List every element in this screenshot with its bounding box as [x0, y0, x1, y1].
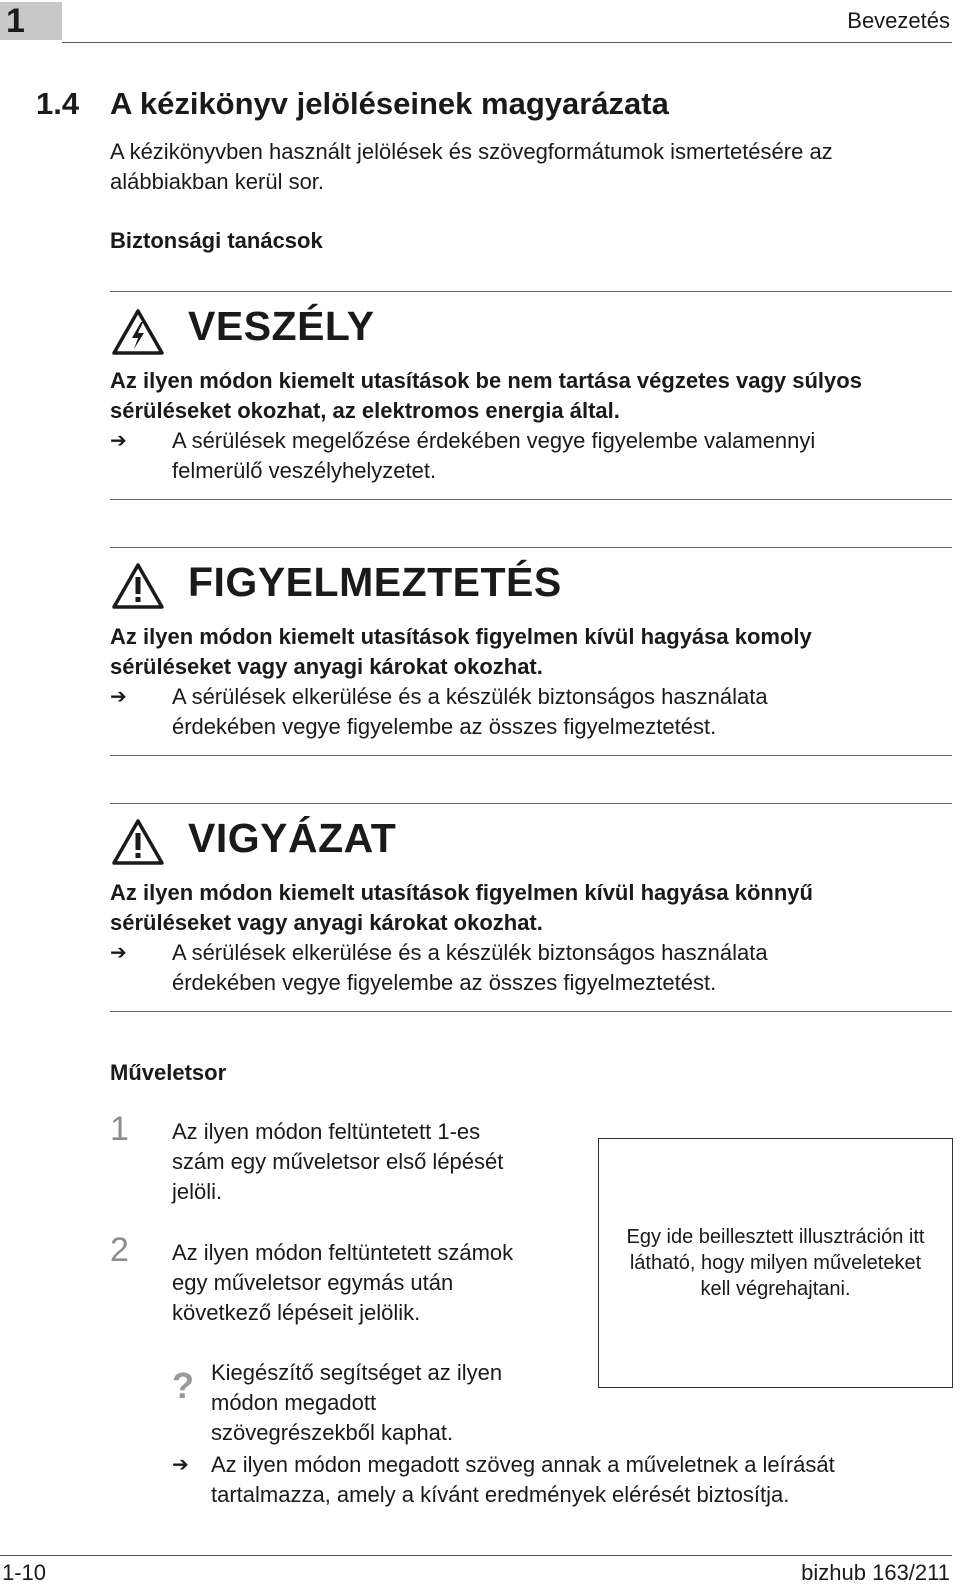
- step-line: egy műveletsor egymás után: [172, 1270, 454, 1295]
- caution-arrow-icon: ➔: [110, 942, 127, 964]
- step-line: Az ilyen módon feltüntetett 1-es: [172, 1119, 481, 1144]
- caution-note-line: érdekében vegye figyelembe az összes figyelmeztetést.: [172, 970, 717, 995]
- product-name: bizhub 163/211: [801, 1560, 950, 1585]
- step-line: következő lépéseit jelölik.: [172, 1300, 421, 1325]
- final-line: Az ilyen módon megadott szöveg annak a műveletnek a leírását: [211, 1452, 835, 1477]
- warning-bottom-rule: [110, 755, 952, 756]
- warning-line: Az ilyen módon kiemelt utasítások figyelmen kívül hagyása komoly: [110, 624, 812, 649]
- danger-line: Az ilyen módon kiemelt utasítások be nem tartása végzetes vagy súlyos: [110, 368, 862, 393]
- intro-line: alábbiakban kerül sor.: [110, 169, 325, 194]
- step-line: szám egy műveletsor első lépését: [172, 1149, 504, 1174]
- step-2-text: [172, 1238, 572, 1328]
- header-rule: [62, 42, 952, 43]
- warning-line: sérüléseket vagy anyagi károkat okozhat.: [110, 654, 543, 679]
- step-line: Az ilyen módon feltüntetett számok: [172, 1240, 514, 1265]
- exclamation-triangle-icon: [112, 818, 164, 866]
- intro-line: A kézikönyvben használt jelölések és szövegformátumok ismertetésére az: [110, 139, 833, 164]
- warning-note-line: A sérülések elkerülése és a készülék biztonságos használata: [172, 684, 768, 709]
- safety-heading: Biztonsági tanácsok: [110, 228, 323, 253]
- warning-arrow-icon: ➔: [110, 686, 127, 708]
- step-number: 2: [110, 1231, 129, 1269]
- illustration-placeholder: [598, 1138, 953, 1388]
- danger-line: sérüléseket okozhat, az elektromos energia által.: [110, 398, 620, 423]
- danger-bottom-rule: [110, 499, 952, 500]
- caution-bottom-rule: [110, 1011, 952, 1012]
- final-line: tartalmazza, amely a kívánt eredmények elérését biztosítja.: [211, 1482, 790, 1507]
- danger-description: [110, 366, 952, 426]
- electric-hazard-triangle-icon: [112, 308, 164, 356]
- danger-arrow-icon: ➔: [110, 430, 127, 452]
- question-mark-icon: ?: [172, 1365, 194, 1406]
- step-number: 1: [110, 1110, 129, 1148]
- warning-description: [110, 622, 952, 682]
- illustration-caption: Egy ide beillesztett illusztráción itt látható, hogy milyen műveleteket kell végrehajtani.: [626, 1226, 925, 1300]
- step-line: jelöli.: [172, 1179, 223, 1204]
- danger-title: VESZÉLY: [188, 303, 375, 349]
- hint-line: szövegrészekből kaphat.: [211, 1420, 454, 1445]
- step-1-text: [172, 1117, 572, 1207]
- caution-note: [172, 938, 932, 998]
- caution-title: VIGYÁZAT: [188, 815, 397, 861]
- final-arrow-icon: ➔: [172, 1454, 189, 1476]
- hint-text: [211, 1358, 571, 1448]
- danger-note-line: A sérülések megelőzése érdekében vegye figyelembe valamennyi: [172, 428, 816, 453]
- final-note: [211, 1450, 951, 1510]
- danger-top-rule: [110, 291, 952, 292]
- footer-rule: [0, 1555, 952, 1556]
- hint-line: Kiegészítő segítséget az ilyen: [211, 1360, 503, 1385]
- chapter-title: Bevezetés: [847, 8, 950, 33]
- procedure-heading: Műveletsor: [110, 1060, 227, 1085]
- section-number: 1.4: [36, 86, 80, 121]
- caution-line: Az ilyen módon kiemelt utasítások figyelmen kívül hagyása könnyű: [110, 880, 813, 905]
- warning-top-rule: [110, 547, 952, 548]
- caution-description: [110, 878, 952, 938]
- hint-line: módon megadott: [211, 1390, 377, 1415]
- warning-title: FIGYELMEZTETÉS: [188, 559, 562, 605]
- warning-note: [172, 682, 932, 742]
- chapter-number-box: 1: [0, 2, 62, 40]
- section-intro: [110, 137, 940, 197]
- danger-note: [172, 426, 932, 486]
- caution-line: sérüléseket vagy anyagi károkat okozhat.: [110, 910, 543, 935]
- warning-note-line: érdekében vegye figyelembe az összes figyelmeztetést.: [172, 714, 717, 739]
- exclamation-triangle-icon: [112, 562, 164, 610]
- page-number: 1-10: [2, 1560, 47, 1585]
- section-title: A kézikönyv jelöléseinek magyarázata: [110, 86, 669, 121]
- danger-note-line: felmerülő veszélyhelyzetet.: [172, 458, 437, 483]
- caution-note-line: A sérülések elkerülése és a készülék biztonságos használata: [172, 940, 768, 965]
- caution-top-rule: [110, 803, 952, 804]
